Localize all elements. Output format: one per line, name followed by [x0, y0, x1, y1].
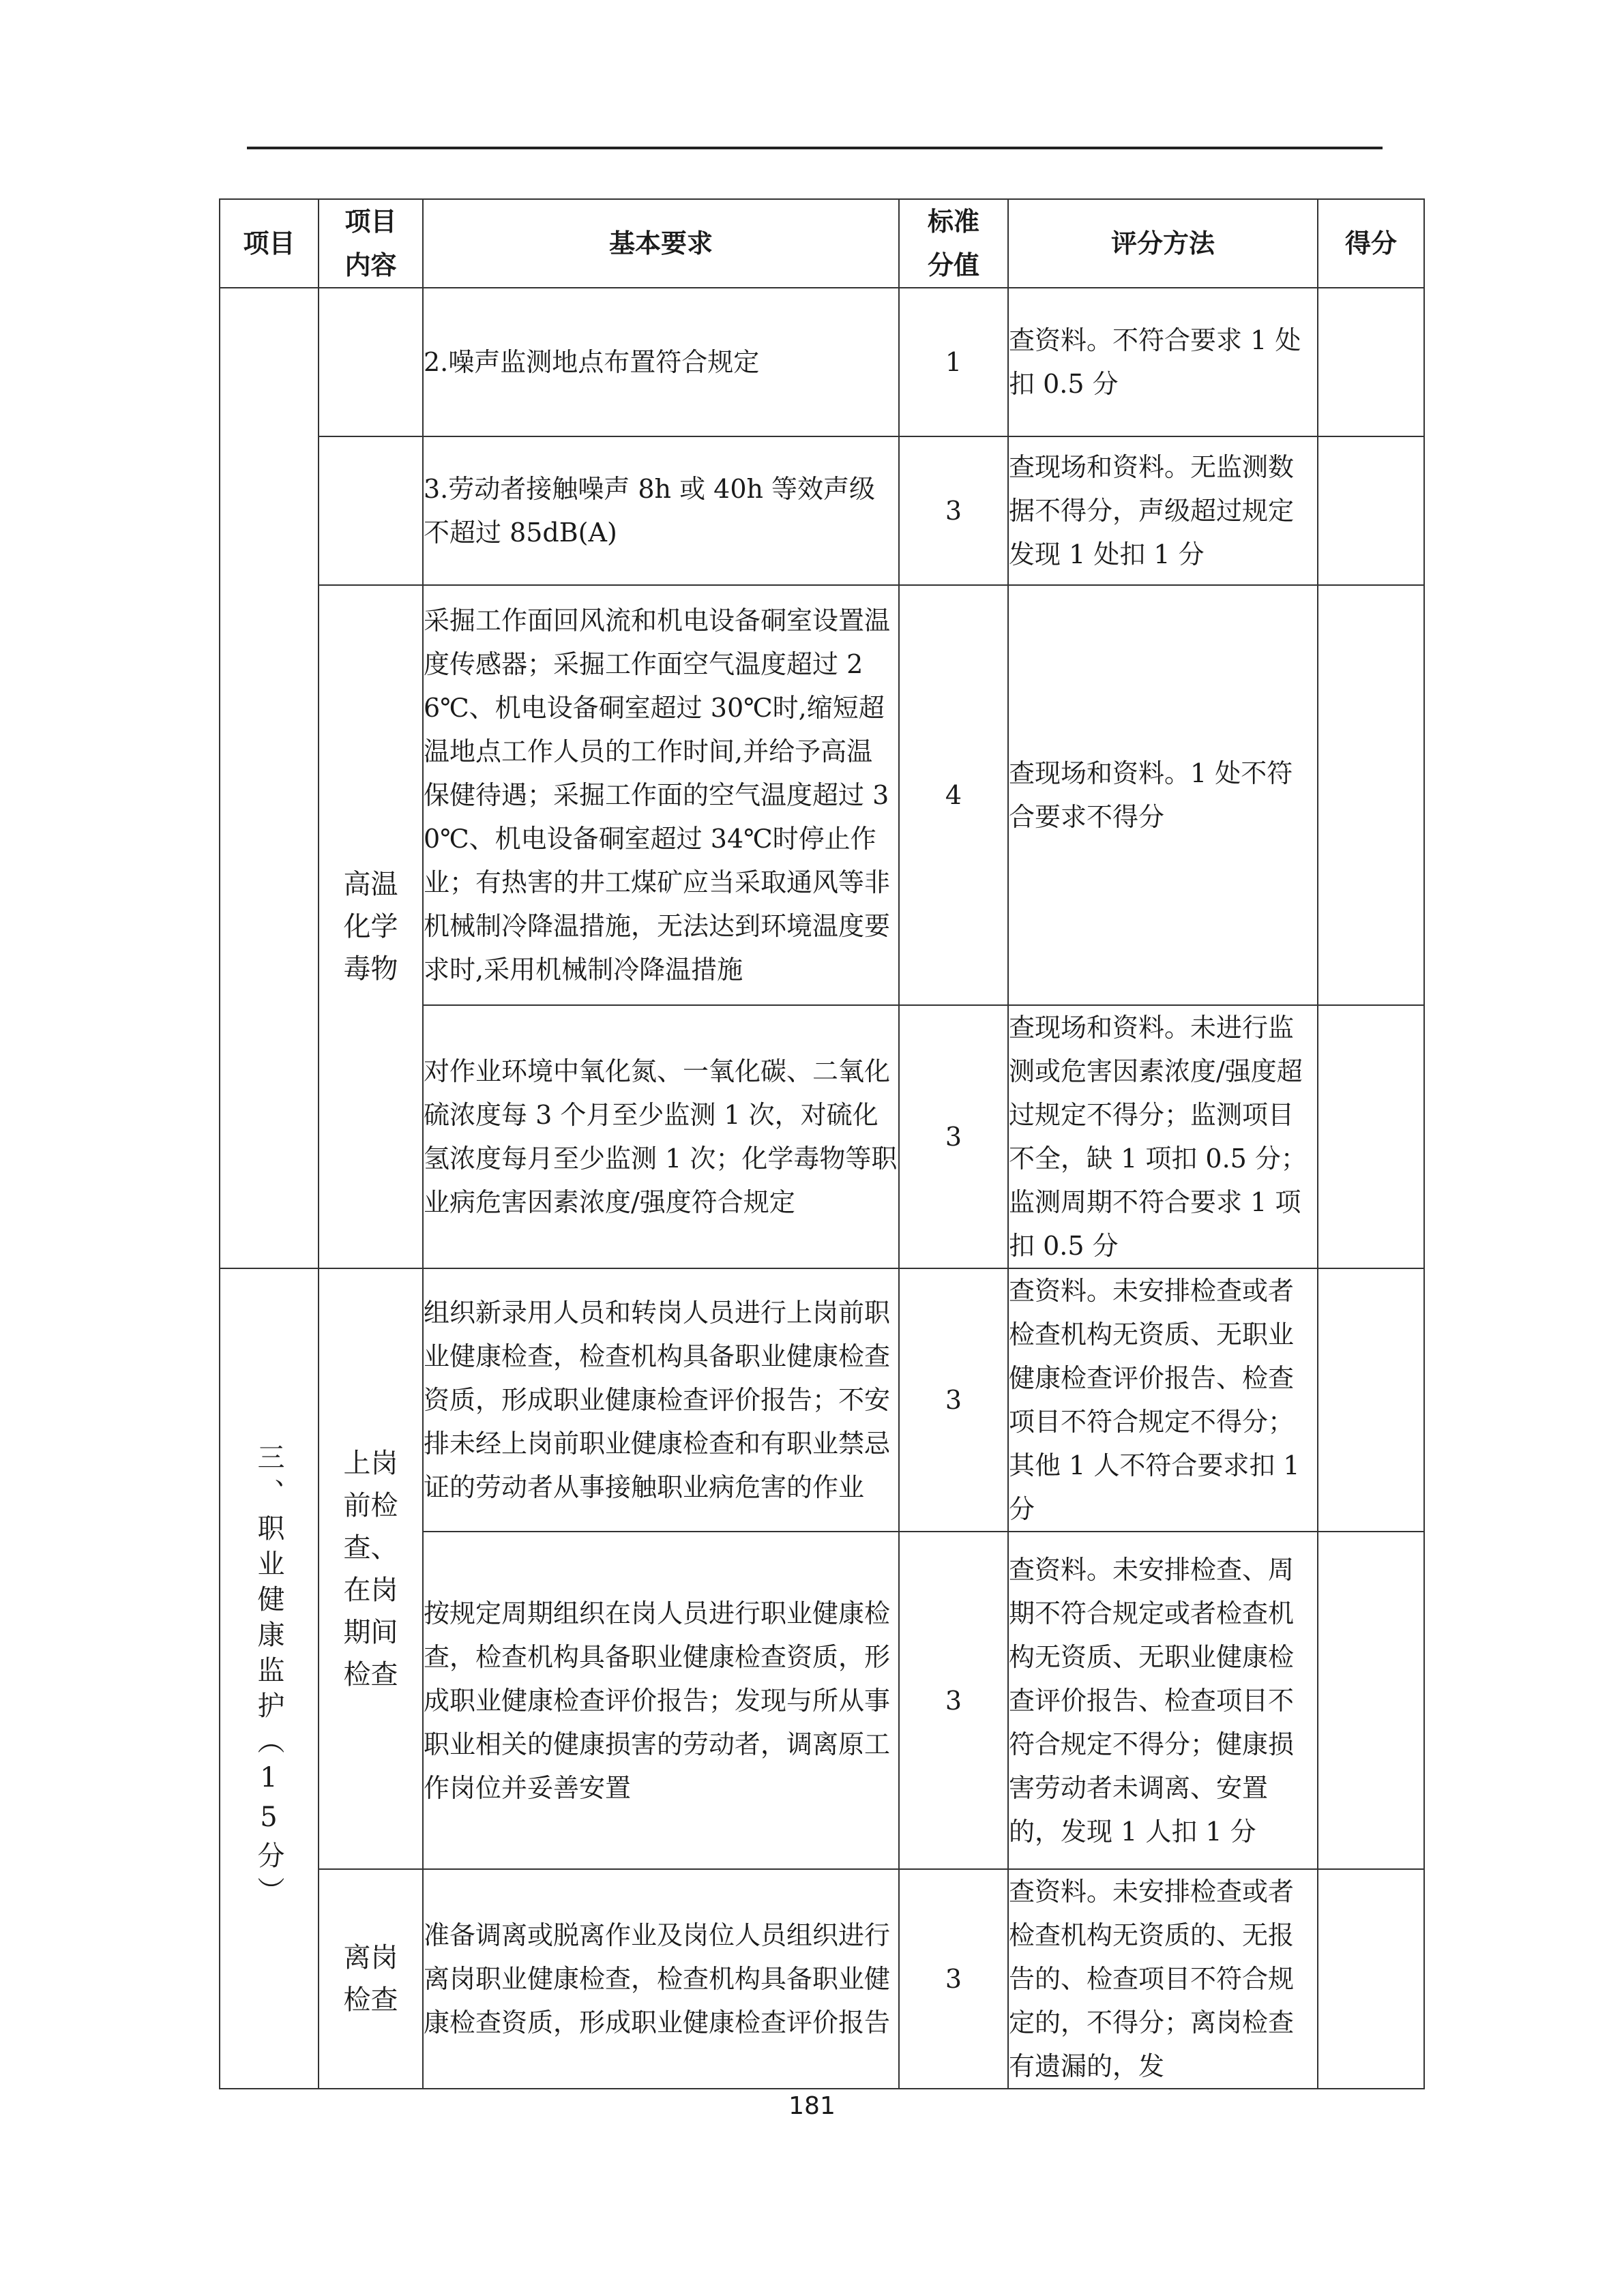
section-title: 三、职业健康监护（15分） [253, 1442, 284, 1912]
content-cell [319, 1869, 423, 2089]
score-cell [1318, 288, 1424, 436]
content-line: 查、 [343, 1532, 398, 1564]
page-number: 181 [788, 2092, 836, 2120]
content-cell [319, 1268, 423, 1869]
header-score: 得分 [1318, 199, 1424, 288]
content-line: 毒物 [343, 953, 398, 985]
content-line: 检查 [343, 1658, 398, 1690]
header-method: 评分方法 [1008, 199, 1318, 288]
table-row [220, 1268, 1424, 1532]
content-cell-empty [319, 288, 423, 436]
content-line: 离岗 [343, 1942, 398, 1973]
method-cell: 查资料。未安排检查或者检查机构无资质的、无报告的、检查项目不符合规定的，不得分；离岗检查有遗漏的，发 [1008, 1869, 1318, 2089]
table-row [220, 585, 1424, 1005]
content-line: 在岗 [343, 1574, 398, 1606]
method-cell: 查现场和资料。1 处不符合要求不得分 [1008, 585, 1318, 1005]
score-cell [1318, 585, 1424, 1005]
header-rule [247, 147, 1383, 149]
standard-score-cell: 3 [899, 1268, 1008, 1532]
table-row [220, 288, 1424, 436]
requirement-cell: 按规定周期组织在岗人员进行职业健康检查，检查机构具备职业健康检查资质，形成职业健康检查评价报告；发现与所从事职业相关的健康损害的劳动者，调离原工作岗位并妥善安置 [423, 1532, 899, 1869]
table-row [220, 1869, 1424, 2089]
score-cell [1318, 1869, 1424, 2089]
header-item: 项目 [220, 199, 319, 288]
score-cell [1318, 436, 1424, 585]
table-row [220, 436, 1424, 585]
method-cell: 查现场和资料。未进行监测或危害因素浓度/强度超过规定不得分；监测项目不全，缺 1 项扣 0.5 分；监测周期不符合要求 1 项扣 0.5 分 [1008, 1005, 1318, 1268]
standard-score-cell: 3 [899, 1869, 1008, 2089]
section-cell-continued [220, 288, 319, 1268]
content-line: 前检 [343, 1489, 398, 1521]
score-cell [1318, 1532, 1424, 1869]
requirement-cell: 2.噪声监测地点布置符合规定 [423, 288, 899, 436]
method-cell: 查现场和资料。无监测数据不得分，声级超过规定发现 1 处扣 1 分 [1008, 436, 1318, 585]
content-cell [319, 585, 423, 1268]
header-content [319, 199, 423, 288]
standard-score-cell: 3 [899, 1532, 1008, 1869]
scoring-table [219, 198, 1425, 2089]
method-cell: 查资料。未安排检查或者检查机构无资质、无职业健康检查评价报告、检查项目不符合规定不得分；其他 1 人不符合要求扣 1 分 [1008, 1268, 1318, 1532]
score-cell [1318, 1268, 1424, 1532]
method-cell: 查资料。不符合要求 1 处扣 0.5 分 [1008, 288, 1318, 436]
header-content-line1: 项目 [344, 207, 397, 237]
header-content-line2: 内容 [344, 250, 397, 280]
standard-score-cell: 3 [899, 1005, 1008, 1268]
section-cell [220, 1268, 319, 2089]
score-cell [1318, 1005, 1424, 1268]
content-line: 化学 [343, 911, 398, 942]
method-cell: 查资料。未安排检查、周期不符合规定或者检查机构无资质、无职业健康检查评价报告、检查项目不符合规定不得分；健康损害劳动者未调离、安置的，发现 1 人扣 1 分 [1008, 1532, 1318, 1869]
header-requirement: 基本要求 [423, 199, 899, 288]
content-line: 检查 [343, 1984, 398, 2016]
content-line: 高温 [343, 869, 398, 900]
standard-score-cell: 4 [899, 585, 1008, 1005]
standard-score-cell: 3 [899, 436, 1008, 585]
requirement-cell: 准备调离或脱离作业及岗位人员组织进行离岗职业健康检查，检查机构具备职业健康检查资质，形成职业健康检查评价报告 [423, 1869, 899, 2089]
table-header-row [220, 199, 1424, 288]
requirement-cell: 采掘工作面回风流和机电设备硐室设置温度传感器；采掘工作面空气温度超过 26℃、机电设备硐室超过 30℃时,缩短超温地点工作人员的工作时间,并给予高温保健待遇；采掘工作面的空气温度超过 30℃、机电设备硐室超过 34℃时停止作业；有热害的井工煤矿应当采取通风等非机械制冷降温措施，无法达到环境温度要求时,采用机械制冷降温措施 [423, 585, 899, 1005]
content-cell-empty [319, 436, 423, 585]
requirement-cell: 对作业环境中氧化氮、一氧化碳、二氧化硫浓度每 3 个月至少监测 1 次，对硫化氢浓度每月至少监测 1 次；化学毒物等职业病危害因素浓度/强度符合规定 [423, 1005, 899, 1268]
header-standard [899, 199, 1008, 288]
content-line: 上岗 [343, 1447, 398, 1479]
requirement-cell: 组织新录用人员和转岗人员进行上岗前职业健康检查，检查机构具备职业健康检查资质，形成职业健康检查评价报告；不安排未经上岗前职业健康检查和有职业禁忌证的劳动者从事接触职业病危害的作业 [423, 1268, 899, 1532]
requirement-cell: 3.劳动者接触噪声 8h 或 40h 等效声级不超过 85dB(A) [423, 436, 899, 585]
standard-score-cell: 1 [899, 288, 1008, 436]
header-standard-line1: 标准 [927, 207, 979, 237]
content-line: 期间 [343, 1616, 398, 1648]
header-standard-line2: 分值 [927, 250, 979, 280]
